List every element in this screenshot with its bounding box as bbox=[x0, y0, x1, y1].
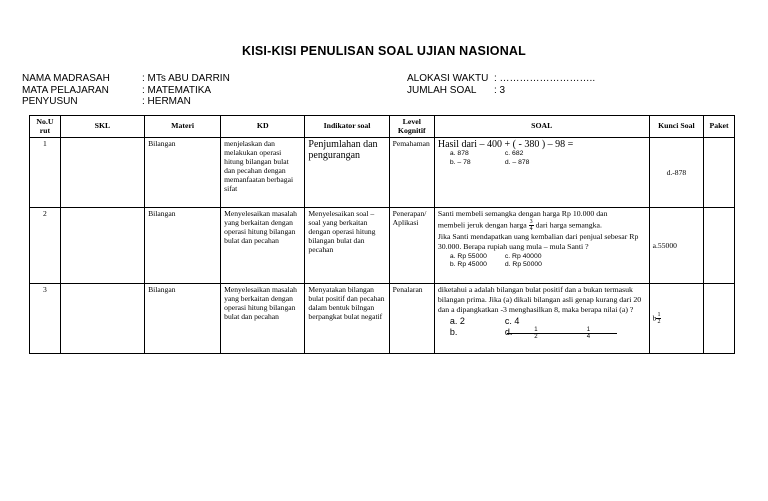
fraction: $\frac{1}{2}$ bbox=[507, 327, 562, 340]
meta-time: ALOKASI WAKTU : ……………………….. bbox=[407, 73, 596, 84]
row-soal bbox=[434, 138, 649, 208]
question-text: Hasil dari – 400 + ( - 380 ) – 98 = bbox=[437, 139, 574, 150]
header-materi: Materi bbox=[145, 116, 221, 138]
document-title: KISI-KISI PENULISAN SOAL UJIAN NASIONAL bbox=[242, 44, 526, 58]
row-skl bbox=[60, 284, 144, 354]
option-a: a. Rp 55000 bbox=[449, 252, 487, 260]
options-line bbox=[438, 159, 646, 168]
options-line bbox=[438, 261, 646, 270]
row-level: Penalaran bbox=[389, 284, 434, 354]
table-row bbox=[30, 284, 735, 354]
row-paket bbox=[704, 138, 735, 208]
row-kunci: b $\frac{1}{2}$ bbox=[649, 284, 703, 354]
meta-count: JUMLAH SOAL : 3 bbox=[407, 84, 506, 96]
kisi-kisi-table bbox=[29, 115, 735, 354]
option-c: c. 682 bbox=[504, 150, 524, 157]
fraction: $\frac{3}{4}$ bbox=[529, 219, 533, 233]
row-indikator: Menyelesaikan soal – soal yang berkaitan dengan operasi hitung bilangan bulat dan pecahan bbox=[305, 208, 389, 284]
options-line bbox=[438, 253, 646, 262]
question-text: Santi membeli semangka dengan harga Rp 10.000 dan bbox=[437, 209, 608, 218]
row-materi: Bilangan bbox=[145, 138, 221, 208]
fraction: $\frac{1}{4}$ bbox=[560, 327, 615, 340]
row-level: Penerapan/ Aplikasi bbox=[389, 208, 434, 284]
row-paket bbox=[704, 208, 735, 284]
header-soal: SOAL bbox=[434, 116, 649, 138]
question-text: diketahui a adalah bilangan bulat positif dan a bukan termasuk bilangan prima. Jika (a) dikali bilangan asli genap kurang dari 20 dan a dipangkatkan -3 menghasilkan 8, maka berapa nilai (a) ? bbox=[437, 285, 642, 315]
table-row bbox=[30, 138, 735, 208]
question-text: Jika Santi mendapatkan uang kembalian dari penjual sebesar Rp 30.000. Berapa rupiah uang mula – mula Santi ? bbox=[437, 232, 639, 252]
option-d: d. – 878 bbox=[504, 158, 530, 166]
table-row bbox=[30, 208, 735, 284]
row-skl bbox=[60, 138, 144, 208]
row-indikator: Menyatakan bilangan bulat positif dan pecahan dalam bentuk bilngan berpangkat bulat negatif bbox=[305, 284, 389, 354]
header-indikator: Indikator soal bbox=[305, 116, 389, 138]
row-kunci: d.-878 bbox=[649, 138, 703, 208]
header-kunci: Kunci Soal bbox=[649, 116, 703, 138]
row-kd: Menyelesaikan masalah yang berkaitan dengan operasi hitung bilangan bulat dan pecahan bbox=[221, 284, 305, 354]
meta-school: NAMA MADRASAH : MTs ABU DARRIN bbox=[22, 73, 230, 84]
row-no: 2 bbox=[30, 208, 61, 284]
meta-right bbox=[407, 73, 595, 96]
row-kd: menjelaskan dan melakukan operasi hitung bilangan bulat dan pecahan dengan memanfaatan berbagai sifat bbox=[221, 138, 305, 208]
options-line bbox=[438, 150, 646, 159]
header-paket: Paket bbox=[704, 116, 735, 138]
table-header-row bbox=[30, 116, 735, 138]
option-d: d. $\frac{1}{4}$ bbox=[505, 327, 560, 340]
row-no: 1 bbox=[30, 138, 61, 208]
row-soal bbox=[434, 284, 649, 354]
header-skl: SKL bbox=[60, 116, 144, 138]
row-materi: Bilangan bbox=[145, 284, 221, 354]
meta-left bbox=[22, 73, 230, 108]
header-level: Level Kognitif bbox=[389, 116, 434, 138]
row-materi: Bilangan bbox=[145, 208, 221, 284]
option-a: a. 2 bbox=[449, 315, 465, 326]
row-paket bbox=[704, 284, 735, 354]
question-text: membeli jeruk dengan harga $\frac{3}{4}$ dari harga semangka. bbox=[437, 219, 602, 233]
row-soal bbox=[434, 208, 649, 284]
row-level: Pemahaman bbox=[389, 138, 434, 208]
option-b: b. – 78 bbox=[449, 158, 471, 166]
option-b: b. Rp 45000 bbox=[449, 261, 487, 269]
options-line bbox=[438, 316, 646, 327]
row-kunci: a.55000 bbox=[649, 208, 703, 284]
meta-subject: MATA PELAJARAN : MATEMATIKA bbox=[22, 84, 212, 96]
option-c: c. Rp 40000 bbox=[504, 252, 542, 260]
meta-author: PENYUSUN : HERMAN bbox=[22, 96, 191, 107]
option-d: d. Rp 50000 bbox=[504, 261, 542, 269]
option-c: c. 4 bbox=[504, 315, 520, 326]
options-line bbox=[438, 327, 646, 340]
row-indikator: Penjumlahan dan pengurangan bbox=[305, 138, 389, 208]
row-skl bbox=[60, 208, 144, 284]
header-no: No.U rut bbox=[30, 116, 61, 138]
option-a: a. 878 bbox=[449, 150, 469, 157]
option-b: b. $\frac{1}{2}$ bbox=[450, 327, 505, 340]
row-no: 3 bbox=[30, 284, 61, 354]
fraction: $\frac{1}{2}$ bbox=[657, 312, 661, 325]
header-kd: KD bbox=[221, 116, 305, 138]
row-kd: Menyelesaikan masalah yang berkaitan dengan operasi hitung bilangan bulat dan pecahan bbox=[221, 208, 305, 284]
